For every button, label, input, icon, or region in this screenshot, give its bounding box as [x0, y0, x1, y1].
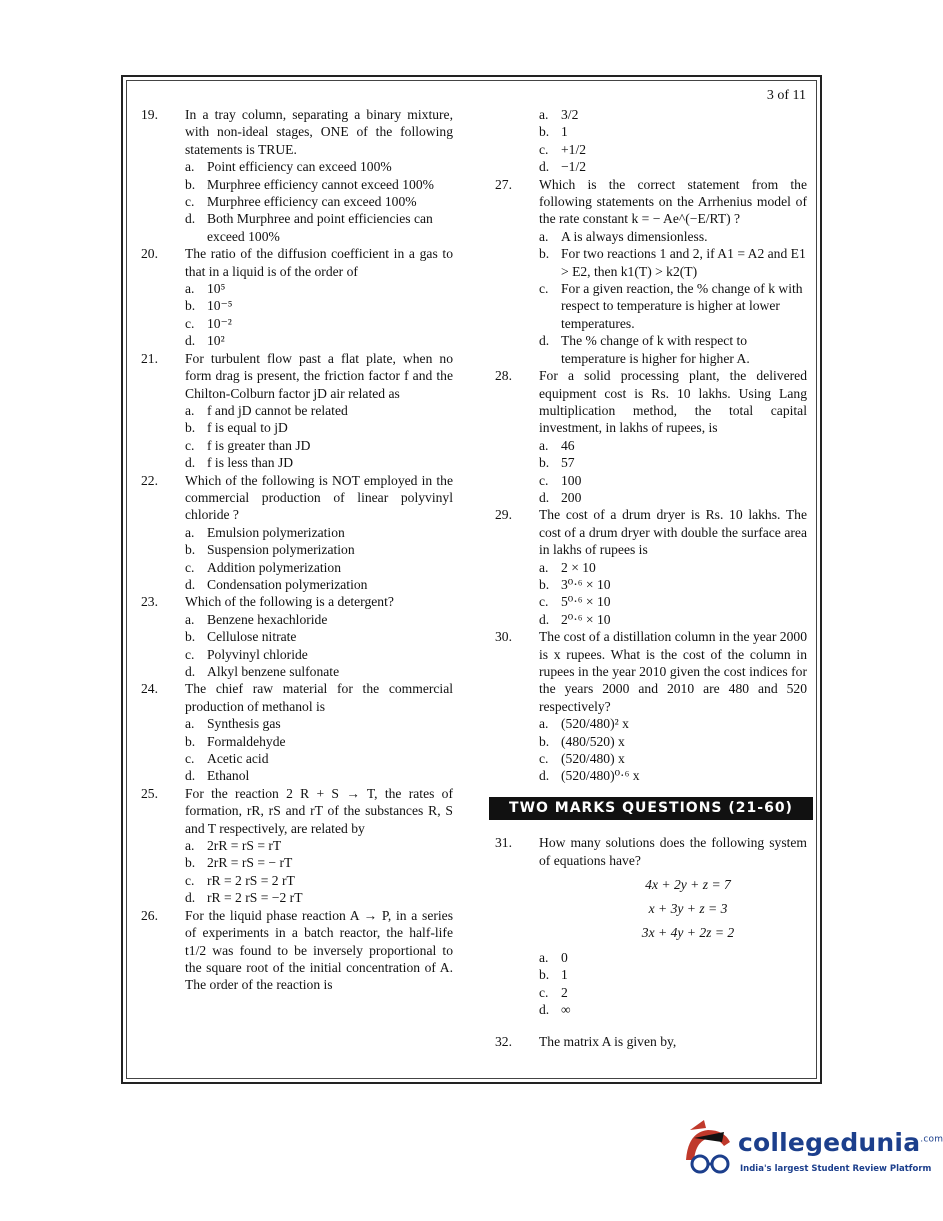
option-text: (480/520) x — [561, 733, 625, 749]
option-letter: d. — [539, 489, 550, 505]
option-text: (520/480) x — [561, 751, 625, 767]
option-text: 0 — [561, 950, 568, 966]
option-letter: d. — [185, 333, 196, 349]
option-letter: d. — [539, 333, 550, 349]
option-text: rR = 2 rS = −2 rT — [207, 890, 303, 906]
option — [185, 332, 453, 349]
question-number: 19. — [141, 107, 158, 122]
option-letter: d. — [185, 768, 196, 784]
option — [185, 837, 453, 854]
option-text: 3⁰·⁶ × 10 — [561, 576, 611, 592]
question-31 — [495, 834, 807, 1018]
option-text: Polyvinyl chloride — [207, 646, 308, 662]
page-number: 3 of 11 — [766, 88, 806, 103]
question-number: 30. — [495, 629, 512, 645]
option-text: (520/480)² x — [561, 716, 629, 732]
brand-name — [738, 1128, 943, 1157]
question — [141, 785, 453, 907]
option — [539, 472, 807, 489]
option — [539, 593, 807, 610]
option-text: 2rR = rS = − rT — [207, 855, 293, 871]
option-text: Suspension polymerization — [207, 542, 355, 558]
question-number: 31. — [495, 835, 512, 851]
option — [185, 524, 453, 541]
option — [539, 750, 807, 767]
option — [539, 123, 807, 140]
option-text: 10⁻⁵ — [207, 298, 233, 314]
option-letter: a. — [539, 559, 549, 575]
option-letter: c. — [539, 141, 549, 157]
option-letter: d. — [185, 211, 196, 227]
option-text: Emulsion polymerization — [207, 524, 345, 540]
question-number: 28. — [495, 368, 512, 384]
option-letter: c. — [539, 594, 549, 610]
question-stem: For the reaction 2 R + S → T, the rates of formation, rR, rS and rT of the substances R, S and T respectively, are related by — [185, 785, 453, 836]
question-number: 27. — [495, 176, 512, 192]
option — [539, 576, 807, 593]
option-letter: c. — [185, 646, 195, 662]
option-list — [539, 949, 807, 1019]
question — [141, 245, 453, 349]
option-text: For a given reaction, the % change of k with respect to temperature is higher at lower temperatures. — [561, 281, 803, 331]
question-number: 23. — [141, 594, 158, 610]
option — [539, 280, 807, 332]
option-letter: b. — [539, 124, 550, 140]
option-letter: a. — [539, 228, 549, 244]
option — [185, 628, 453, 645]
question-number: 20. — [141, 246, 158, 262]
question — [141, 472, 453, 594]
option-letter: b. — [185, 176, 196, 192]
question-number: 29. — [495, 507, 512, 523]
option-text: Murphree efficiency can exceed 100% — [207, 194, 417, 210]
option — [539, 228, 807, 245]
option-text: Synthesis gas — [207, 716, 281, 732]
option-text: 5⁰·⁶ × 10 — [561, 594, 611, 610]
option — [539, 141, 807, 158]
option — [539, 767, 807, 784]
option-text: Ethanol — [207, 768, 250, 784]
question-stem: Which of the following is NOT employed in the commercial production of linear polyvinyl chloride ? — [185, 472, 453, 523]
option — [539, 106, 807, 123]
option-text: 10⁻² — [207, 315, 232, 331]
option-letter: b. — [185, 298, 196, 314]
option-letter: d. — [185, 455, 196, 471]
question-number: 25. — [141, 785, 158, 801]
option-letter: d. — [185, 890, 196, 906]
option — [185, 176, 453, 193]
option-text: ∞ — [561, 1002, 571, 1018]
option-text: The % change of k with respect to temperature is higher for higher A. — [561, 333, 750, 366]
option — [539, 437, 807, 454]
option-text: 1 — [561, 124, 568, 140]
brand-suffix: .com — [920, 1134, 943, 1145]
option-letter: d. — [539, 611, 550, 627]
option-text: 10⁵ — [207, 281, 226, 297]
option — [539, 245, 807, 280]
option — [539, 966, 807, 983]
question-number: 32. — [495, 1033, 512, 1049]
option-letter: a. — [539, 716, 549, 732]
option-text: 2 × 10 — [561, 559, 596, 575]
option-letter: b. — [539, 576, 550, 592]
option-text: 10² — [207, 333, 225, 349]
right-questions — [495, 176, 807, 785]
question-number: 26. — [141, 907, 158, 923]
option — [539, 454, 807, 471]
q26-options — [495, 106, 807, 176]
question — [141, 907, 453, 994]
option — [539, 489, 807, 506]
option-text: 46 — [561, 437, 575, 453]
option-letter: a. — [185, 402, 195, 418]
option-letter: a. — [539, 107, 549, 122]
option — [185, 767, 453, 784]
question — [495, 176, 807, 367]
option-text: 2 — [561, 984, 568, 1000]
option-text: Formaldehyde — [207, 733, 286, 749]
option-letter: c. — [185, 559, 195, 575]
question-stem: Which is the correct statement from the following statements on the Arrhenius model of the rate constant k = − Ae^(−E/RT) ? — [539, 176, 807, 227]
option-text: Condensation polymerization — [207, 576, 368, 592]
option-letter: a. — [185, 838, 195, 854]
question-stem: For a solid processing plant, the delivered equipment cost is Rs. 10 lakhs. Using Lang multiplication method, the total capital investment, in lakhs of rupees, is — [539, 368, 807, 436]
option-letter: d. — [539, 768, 550, 784]
page-frame — [121, 75, 822, 1084]
option-text: Murphree efficiency cannot exceed 100% — [207, 176, 434, 192]
option-text: Acetic acid — [207, 751, 269, 767]
option-text: Alkyl benzene sulfonate — [207, 664, 340, 679]
option-letter: b. — [185, 855, 196, 871]
option-text: −1/2 — [561, 159, 587, 175]
option-letter: a. — [539, 437, 549, 453]
option — [185, 297, 453, 314]
option — [185, 419, 453, 436]
option-letter: a. — [185, 611, 195, 627]
option-text: 100 — [561, 472, 582, 488]
question-stem: The ratio of the diffusion coefficient in a gas to that in a liquid is of the order of — [185, 246, 453, 279]
option — [185, 193, 453, 210]
option-letter: d. — [539, 159, 550, 175]
option — [185, 541, 453, 558]
right-column — [495, 106, 807, 1050]
option-text: f is greater than JD — [207, 437, 311, 453]
option — [185, 611, 453, 628]
option-text: A is always dimensionless. — [561, 228, 708, 244]
option-letter: c. — [539, 281, 549, 297]
option-letter: b. — [539, 733, 550, 749]
option — [185, 733, 453, 750]
option-text: 2⁰·⁶ × 10 — [561, 611, 611, 627]
question-stem: For turbulent flow past a flat plate, when no form drag is present, the friction factor f and the Chilton-Colburn factor jD air related as — [185, 350, 453, 401]
option — [185, 872, 453, 889]
option — [185, 315, 453, 332]
question — [141, 680, 453, 784]
option-letter: c. — [185, 315, 195, 331]
option-letter: a. — [185, 159, 195, 175]
option-text: rR = 2 rS = 2 rT — [207, 872, 295, 888]
question-stem: How many solutions does the following system of equations have? — [539, 835, 807, 868]
option-letter: b. — [539, 967, 550, 983]
option-text: +1/2 — [561, 141, 587, 157]
option-text: 200 — [561, 489, 582, 505]
option-letter: d. — [185, 576, 196, 592]
equation: 3x + 4y + 2z = 2 — [641, 925, 735, 941]
option — [185, 280, 453, 297]
option-text: Benzene hexachloride — [207, 611, 328, 627]
option-letter: b. — [185, 629, 196, 645]
option-letter: c. — [185, 437, 195, 453]
option-letter: a. — [539, 950, 549, 966]
option — [539, 949, 807, 966]
option — [185, 210, 453, 245]
option — [185, 576, 453, 593]
option — [539, 332, 807, 367]
question-stem: For the liquid phase reaction A → P, in a series of experiments in a batch reactor, the half-life t1/2 was found to be inversely proportional to the square root of the initial concentration of A. The order of the reaction is — [185, 907, 453, 993]
question-stem: Which of the following is a detergent? — [185, 594, 394, 610]
option — [185, 854, 453, 871]
option — [539, 715, 807, 732]
option-letter: c. — [185, 194, 195, 210]
option-letter: c. — [185, 872, 195, 888]
question-number: 24. — [141, 681, 158, 697]
option-text: 2rR = rS = rT — [207, 838, 282, 854]
option — [185, 437, 453, 454]
question — [141, 106, 453, 245]
option-text: 57 — [561, 455, 575, 471]
question — [141, 593, 453, 680]
option-letter: c. — [185, 751, 195, 767]
question — [495, 628, 807, 785]
option — [185, 750, 453, 767]
option — [185, 158, 453, 175]
option-letter: c. — [539, 984, 549, 1000]
option — [539, 984, 807, 1001]
question-stem: In a tray column, separating a binary mixture, with non-ideal stages, ONE of the following statements is TRUE. — [185, 107, 453, 157]
option-letter: d. — [185, 664, 196, 679]
option — [185, 559, 453, 576]
option — [539, 559, 807, 576]
question — [141, 350, 453, 472]
question — [495, 506, 807, 628]
option-letter: d. — [539, 1002, 550, 1018]
option — [539, 1001, 807, 1018]
option-text: 1 — [561, 967, 568, 983]
option-letter: a. — [185, 281, 195, 297]
question-32 — [495, 1033, 807, 1050]
option-letter: b. — [539, 455, 550, 471]
option-letter: b. — [185, 420, 196, 436]
option — [185, 646, 453, 663]
option-letter: b. — [185, 542, 196, 558]
option-letter: a. — [185, 716, 195, 732]
option-text: Point efficiency can exceed 100% — [207, 159, 392, 175]
option — [539, 611, 807, 628]
option-text: f and jD cannot be related — [207, 402, 348, 418]
option-text: f is equal to jD — [207, 420, 288, 436]
option-text: Addition polymerization — [207, 559, 342, 575]
brand-tagline: India's largest Student Review Platform — [740, 1164, 932, 1174]
option-letter: a. — [185, 524, 195, 540]
question-stem: The cost of a drum dryer is Rs. 10 lakhs. The cost of a drum dryer with double the surface area in lakhs of rupees is — [539, 507, 807, 558]
equation-system — [539, 869, 807, 949]
option-text: For two reactions 1 and 2, if A1 = A2 and E1 > E2, then k1(T) > k2(T) — [561, 246, 806, 279]
option-letter: c. — [539, 472, 549, 488]
option-text: f is less than JD — [207, 455, 294, 471]
option-letter: b. — [185, 733, 196, 749]
option-text: Cellulose nitrate — [207, 629, 297, 645]
option-text: 3/2 — [561, 107, 579, 122]
question-number: 21. — [141, 350, 158, 366]
option — [185, 663, 453, 680]
brand-wordmark: collegedunia — [738, 1128, 921, 1157]
option — [185, 454, 453, 471]
question-stem: The matrix A is given by, — [539, 1033, 677, 1049]
left-column — [141, 106, 453, 994]
section-banner: TWO MARKS QUESTIONS (21-60) — [489, 797, 813, 820]
question-stem: The chief raw material for the commercial production of methanol is — [185, 681, 453, 714]
question-number: 22. — [141, 472, 158, 488]
equation: 4x + 2y + z = 7 — [645, 877, 731, 893]
option-letter: c. — [539, 751, 549, 767]
option — [539, 158, 807, 175]
question-stem: The cost of a distillation column in the year 2000 is x rupees. What is the cost of the column in rupees in the year 2010 given the cost indices for the years 2000 and 2010 are 480 and 520 respectively? — [539, 629, 807, 714]
option — [185, 889, 453, 906]
option — [539, 733, 807, 750]
option — [185, 402, 453, 419]
option-letter: b. — [539, 246, 550, 262]
option — [185, 715, 453, 732]
question — [495, 367, 807, 506]
option-text: (520/480)⁰·⁶ x — [561, 768, 640, 784]
equation: x + 3y + z = 3 — [648, 901, 728, 917]
option-text: Both Murphree and point efficiencies can exceed 100% — [207, 211, 433, 244]
